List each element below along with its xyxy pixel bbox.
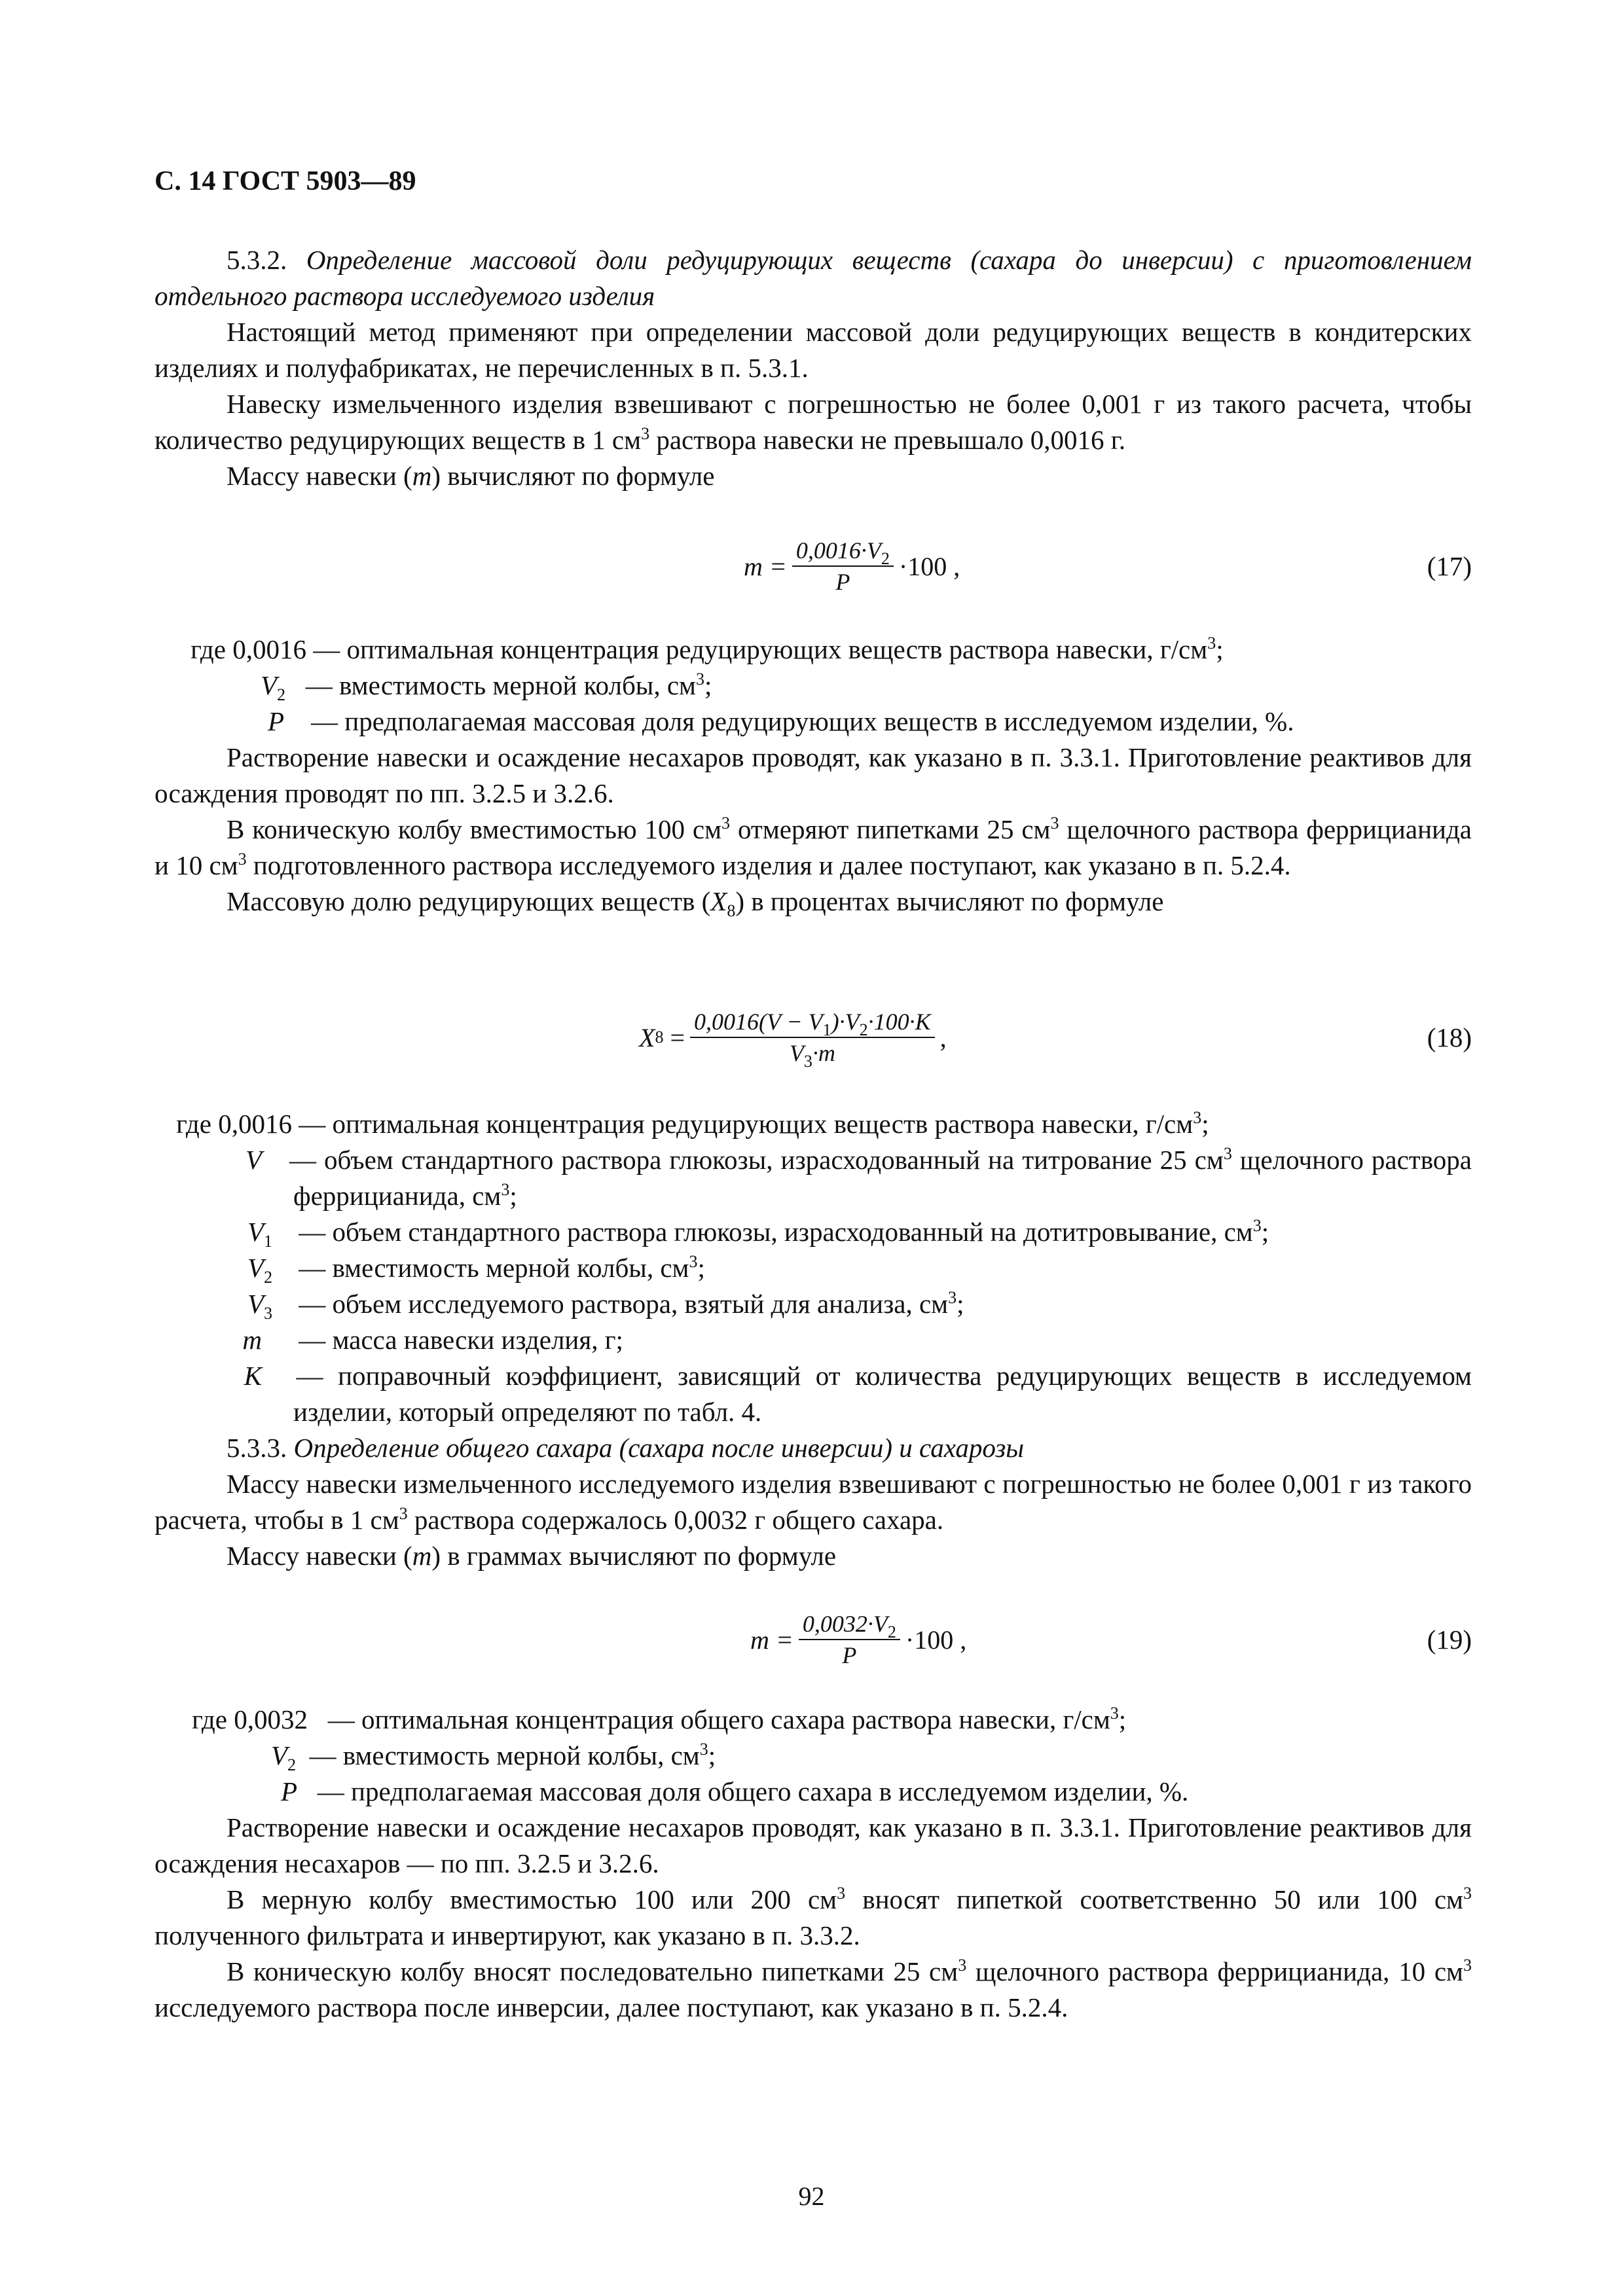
definition-item: P — предполагаемая массовая доля общего сахара в исследуемом изделии, %.: [280, 1776, 1189, 1806]
paragraph: Массу навески измельченного исследуемого изделия взвешивают с погрешностью не более 0,001 г из такого расчета, чтобы в 1 $см^3$ раствора содержалось 0,0032 г общего сахара.: [155, 1469, 1472, 1535]
definition-item: P — предполагаемая массовая доля редуцирующих веществ в исследуемом изделии, %.: [267, 706, 1294, 736]
definition-item: K — поправочный коэффициент, зависящий от количества редуцирующих веществ в исследуемом изделии, который определяют по табл. 4.: [244, 1361, 1472, 1427]
paragraph: Настоящий метод применяют при определении массовой доли редуцирующих веществ в кондитерских изделиях и полуфабрикатах, не перечисленных в п. 5.3.1.: [155, 317, 1472, 383]
formula-lhs: X: [639, 1022, 655, 1052]
definition-item: V — объем стандартного раствора глюкозы, израсходованный на титрование 25 $см^3$ щелочного раствора феррицианида, $см^3$;: [245, 1144, 1472, 1211]
formula-18: X 8 = $\frac{0,0016(V - V_1)\cdot V_2\cdot 100\cdot K}{V_3\cdot m}$ , (18): [155, 1001, 1472, 1073]
section-heading-5-3-2: [155, 242, 1472, 314]
formula-fraction: $\frac{0,0016(V - V_1)\cdot V_2\cdot 100\cdot K}{V_3\cdot m}$: [690, 1007, 935, 1068]
definition-item: $V_2$ — вместимость мерной колбы, $см^3$;: [260, 670, 712, 704]
body-text: [155, 740, 1472, 920]
formula-lhs: m =: [750, 1624, 793, 1655]
formula-lhs: m =: [744, 551, 787, 581]
formula-fraction: $\frac{0,0016\cdot V_2}{P}$: [792, 535, 894, 597]
paragraph: Массовую долю редуцирующих веществ $(X_8)$ в процентах вычисляют по формуле: [227, 886, 1164, 920]
equation-number: (17): [1427, 551, 1472, 581]
paragraph: Навеску измельченного изделия взвешивают с погрешностью не более 0,001 г из такого расчета, чтобы количество редуцирующих веществ в 1 $см^3$ раствора навески не превышало 0,0016 г.: [155, 389, 1472, 455]
definition-item: $V_2$ — вместимость мерной колбы, $см^3$;: [247, 1252, 705, 1287]
definitions-17: [155, 632, 1472, 740]
page-header: С. 14 ГОСТ 5903—89: [155, 166, 416, 196]
paragraph: В мерную колбу вместимостью 100 или 200 $см^3$ вносят пипеткой соответственно 50 или 100 $см^3$ полученного фильтрата и инвертируют, как указано в п. 3.3.2.: [155, 1884, 1472, 1950]
paragraph: Массу навески (m) вычисляют по формуле: [227, 461, 715, 491]
paragraph: В коническую колбу вместимостью 100 $см^3$ отмеряют пипетками 25 $см^3$ щелочного раствора феррицианида и 10 $см^3$ подготовленного раствора исследуемого изделия и далее поступают, как указано в п. 5.2.4.: [155, 814, 1472, 880]
definition-item: где 0,0016 — оптимальная концентрация редуцирующих веществ раствора навески, $г/см^3$;: [191, 634, 1224, 664]
formula-tail: ·100 ,: [898, 551, 960, 581]
formula-tail: ·100 ,: [905, 1624, 967, 1655]
definition-item: $V_3$ — объем исследуемого раствора, взятый для анализа, $см^3$;: [247, 1288, 964, 1323]
section-number: 5.3.3.: [227, 1433, 287, 1463]
definitions-19: [155, 1702, 1472, 1810]
definition-item: где 0,0016 — оптимальная концентрация редуцирующих веществ раствора навески, $г/см^3$;: [176, 1108, 1209, 1139]
paragraph: Растворение навески и осаждение несахаров проводят, как указано в п. 3.3.1. Приготовление реактивов для осаждения несахаров — по пп. 3.2.5 и 3.2.6.: [155, 1812, 1472, 1878]
formula-fraction: $\frac{0,0032\cdot V_2}{P}$: [799, 1609, 900, 1670]
closing-text: [155, 1810, 1472, 2026]
section-title: Определение массовой доли редуцирующих веществ (сахара до инверсии) с приготовлением отдельного раствора исследуемого изделия: [155, 245, 1472, 311]
section-title: Определение общего сахара (сахара после инверсии) и сахарозы: [293, 1433, 1025, 1463]
definition-item: $V_2$ — вместимость мерной колбы, $см^3$;: [270, 1740, 716, 1774]
definitions-18: [155, 1106, 1472, 1430]
page-number: 92: [798, 2181, 825, 2211]
formula-17: [155, 530, 1472, 602]
definition-item: где 0,0032 — оптимальная концентрация общего сахара раствора навески, $г/см^3$;: [192, 1704, 1127, 1734]
section-number: 5.3.2.: [227, 245, 287, 275]
paragraph: В коническую колбу вносят последовательно пипетками 25 $см^3$ щелочного раствора феррицианида, 10 $см^3$ исследуемого раствора после инверсии, далее поступают, как указано в п. 5.2.4.: [155, 1956, 1472, 2022]
formula-19: [155, 1604, 1472, 1676]
paragraph: Массу навески (m) в граммах вычисляют по формуле: [227, 1541, 837, 1571]
section-5-3-3: [155, 1430, 1472, 1574]
definition-item: $V_1$ — объем стандартного раствора глюкозы, израсходованный на дотитровывание, $см^3$;: [247, 1216, 1269, 1251]
section-heading-5-3-3: [155, 1430, 1472, 1466]
equation-number: (19): [1427, 1624, 1472, 1655]
equation-number: (18): [1427, 1022, 1472, 1052]
section-5-3-2: [155, 242, 1472, 494]
paragraph: Растворение навески и осаждение несахаров проводят, как указано в п. 3.3.1. Приготовление реактивов для осаждения проводят по пп. 3.2.5 и 3.2.6.: [155, 742, 1472, 808]
definition-item: m — масса навески изделия, г;: [242, 1325, 623, 1355]
formula-tail: ,: [939, 1022, 947, 1052]
